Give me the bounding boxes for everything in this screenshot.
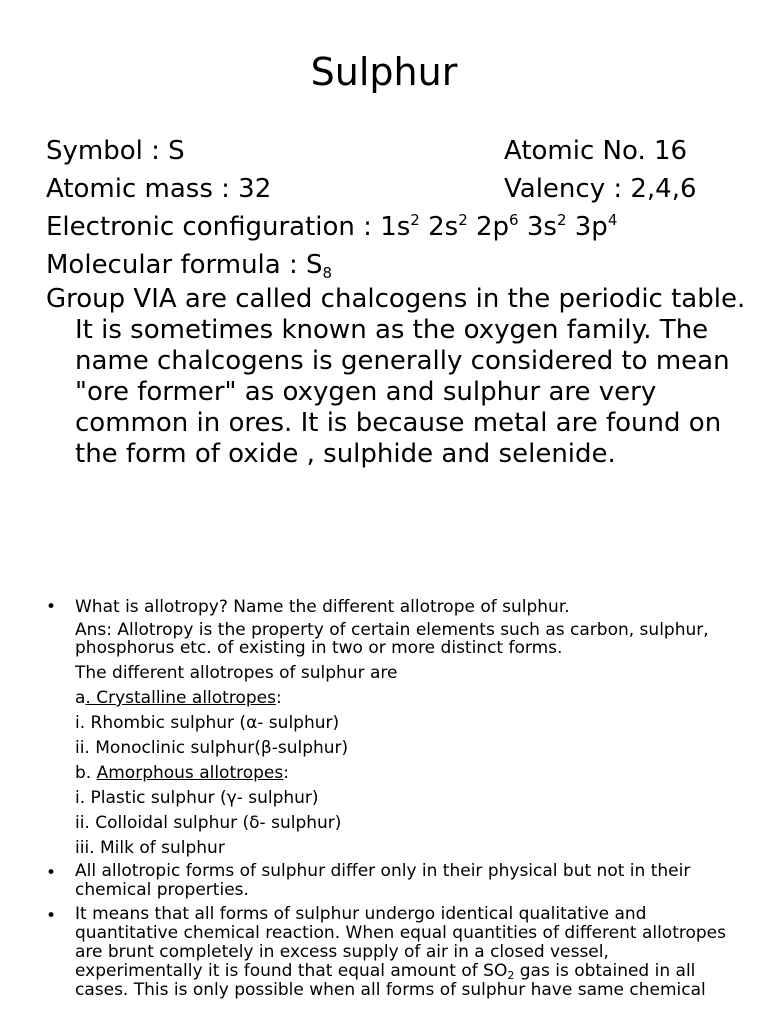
bullet-allotropy bbox=[46, 596, 736, 859]
slide-title: Sulphur bbox=[310, 50, 458, 94]
crystalline-heading: a. Crystalline allotropes: bbox=[75, 688, 282, 708]
list-item: iii. Milk of sulphur bbox=[75, 838, 225, 858]
config-label: Electronic configuration : bbox=[46, 212, 381, 242]
molecular-formula: Molecular formula : $S_8$ bbox=[46, 250, 333, 282]
facts-section bbox=[46, 132, 746, 496]
bullet-marker: • bbox=[46, 906, 57, 926]
answer-text: Ans: Allotropy is the property of certain elements such as carbon, sulphur, phosphorus etc. of existing in two or more distinct forms. bbox=[75, 620, 709, 658]
qa-section bbox=[46, 596, 736, 1005]
orbital-3p: $3p^4$ bbox=[574, 211, 618, 242]
valency-text: Valency : 2,4,6 bbox=[504, 174, 697, 204]
bullet-marker: • bbox=[46, 597, 57, 617]
facts-row-1 bbox=[46, 132, 736, 170]
list-item: i. Plastic sulphur (γ- sulphur) bbox=[75, 788, 319, 808]
facts-row-2 bbox=[46, 170, 736, 208]
electronic-configuration bbox=[46, 208, 736, 246]
bullet-marker: • bbox=[46, 863, 57, 883]
question-text: What is allotropy? Name the different allotrope of sulphur. bbox=[75, 597, 570, 617]
atomic-mass-text: Atomic mass : 32 bbox=[46, 174, 272, 204]
orbital-2p: $2p^6$ bbox=[476, 211, 519, 242]
list-item: ii. Colloidal sulphur (δ- sulphur) bbox=[75, 813, 342, 833]
allotropes-intro: The different allotropes of sulphur are bbox=[75, 663, 398, 683]
list-item: i. Rhombic sulphur (α- sulphur) bbox=[75, 713, 340, 733]
list-item: ii. Monoclinic sulphur(β-sulphur) bbox=[75, 738, 349, 758]
symbol-text: Symbol : S bbox=[46, 136, 185, 166]
point-2-text: All allotropic forms of sulphur differ only in their physical but not in their chemical properties. bbox=[75, 861, 691, 900]
point-3-text: It means that all forms of sulphur undergo identical qualitative and quantitative chemical reaction. When equal quantities of different allotropes are brunt completely in excess supply of air in a closed vessel, experimentally it is found that equal amount of $SO_2$ gas is obtained in all cases. This is only possible when all forms of sulphur have same chemical bbox=[75, 904, 726, 1000]
amorphous-heading: b. Amorphous allotropes: bbox=[75, 763, 289, 783]
bullet-physical-properties bbox=[46, 862, 736, 900]
atomic-number-text: Atomic No. 16 bbox=[504, 136, 688, 166]
orbital-3s: $3s^2$ bbox=[526, 211, 567, 242]
bullet-chemical-reaction bbox=[46, 905, 736, 1000]
orbital-2s: $2s^2$ bbox=[428, 211, 468, 242]
orbital-1s: $1s^2$ bbox=[380, 211, 420, 242]
group-paragraph: Group VIA are called chalcogens in the periodic table. It is sometimes known as the oxygen family. The name chalcogens is generally considered to mean "ore former" as oxygen and sulphur are very common in ores. It is because metal are found on the form of oxide , sulphide and selenide. bbox=[46, 284, 746, 469]
